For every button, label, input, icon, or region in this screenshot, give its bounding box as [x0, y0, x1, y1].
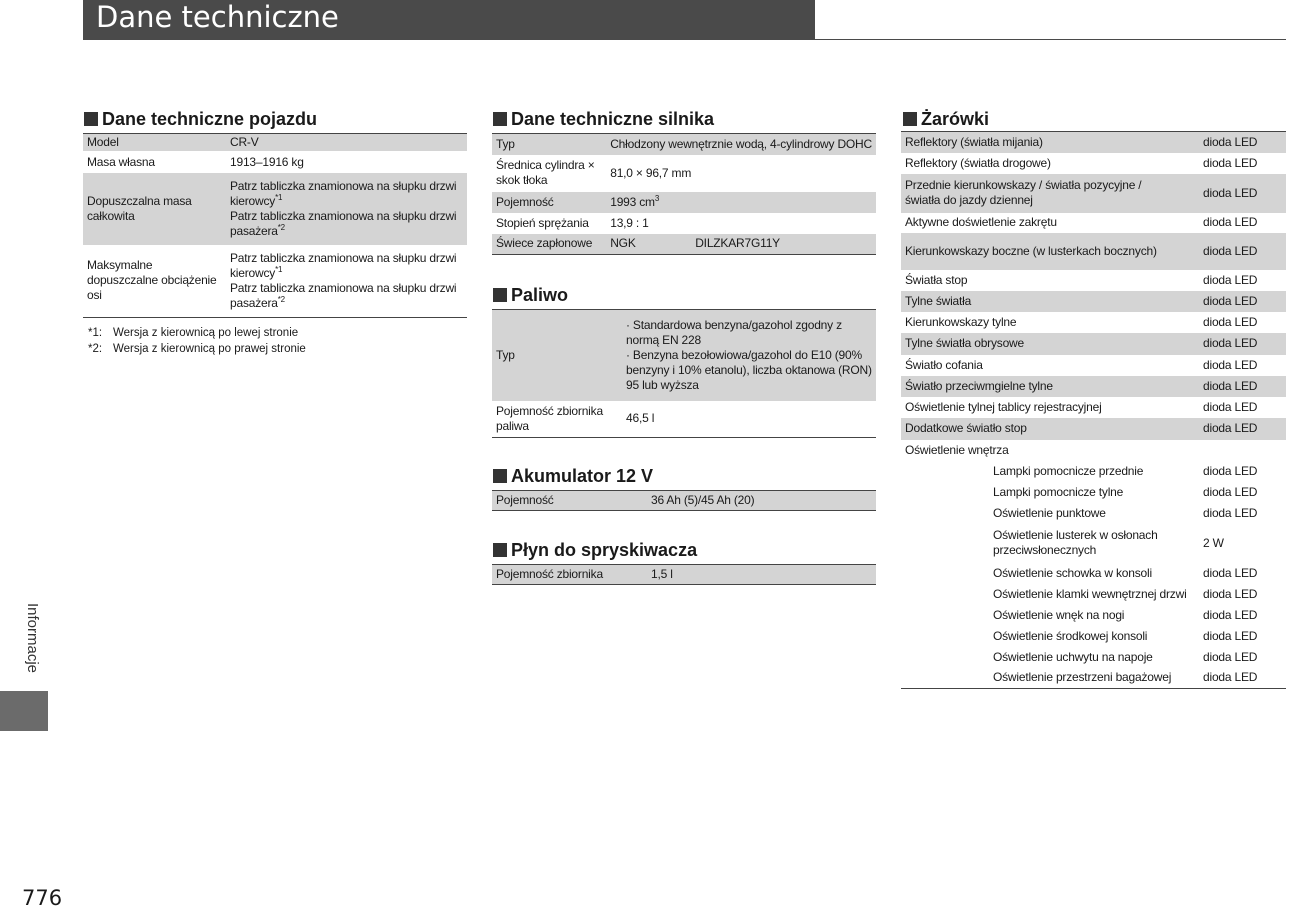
battery-specs-table — [492, 490, 876, 511]
footnotes — [88, 325, 306, 357]
section-title-washer: Płyn do spryskiwacza — [493, 540, 697, 560]
square-bullet-icon — [903, 112, 917, 126]
table-row: Oświetlenie lusterek w osłonach przeciwsłonecznych 2 W — [993, 528, 1224, 557]
table-row: Średnica cylindra × skok tłoka 81,0 × 96,7 mm — [496, 158, 692, 187]
table-row: Oświetlenie przestrzeni bagażowej dioda LED — [993, 670, 1258, 685]
square-bullet-icon — [493, 543, 507, 557]
table-row: Reflektory (światła drogowe) dioda LED — [905, 155, 1258, 170]
table-row: Kierunkowskazy boczne (w lusterkach bocznych) dioda LED — [901, 233, 1286, 270]
table-row: Oświetlenie tylnej tablicy rejestracyjnej dioda LED — [905, 399, 1258, 414]
table-row: Oświetlenie środkowej konsoli dioda LED — [993, 628, 1258, 643]
table-row: Przednie kierunkowskazy / światła pozycyjne / światła do jazdy dziennej dioda LED — [901, 174, 1286, 213]
bulbs-table — [901, 131, 1286, 689]
table-row: Dodatkowe światło stop dioda LED — [901, 418, 1286, 440]
header-bar — [83, 0, 815, 40]
table-row: Oświetlenie klamki wewnętrznej drzwi dioda LED — [993, 586, 1258, 601]
table-row: Kierunkowskazy tylne dioda LED — [905, 314, 1258, 329]
page-number: 776 — [22, 886, 63, 910]
footnote: *2: Wersja z kierownicą po prawej stronie — [88, 343, 306, 355]
table-row: Światło cofania dioda LED — [905, 357, 1258, 372]
square-bullet-icon — [493, 288, 507, 302]
side-tab-label: Informacje — [24, 603, 41, 674]
table-row: Lampki pomocnicze przednie dioda LED — [993, 463, 1258, 478]
table-row: Pojemność 36 Ah (5)/45 Ah (20) — [492, 491, 876, 511]
engine-specs-table — [492, 133, 876, 255]
table-row: Pojemność 1993 $cm^3$ — [492, 192, 876, 213]
table-row: Typ Chłodzony wewnętrznie wodą, 4-cylindrowy DOHC — [492, 134, 876, 155]
section-title-engine: Dane techniczne silnika — [493, 109, 714, 129]
side-tab — [0, 691, 48, 731]
page-title: Dane techniczne — [96, 0, 339, 34]
washer-specs-table — [492, 564, 876, 585]
table-row: Reflektory (światła mijania) dioda LED — [901, 132, 1286, 153]
header-rule — [83, 39, 1286, 40]
fuel-specs-table — [492, 309, 876, 438]
footnote: *1: Wersja z kierownicą po lewej stronie — [88, 327, 299, 339]
table-row: Świece zapłonowe NGK DILZKAR7G11Y — [492, 234, 876, 255]
table-row: Światło przeciwmgielne tylne dioda LED — [901, 376, 1286, 397]
table-row: Pojemność zbiornika paliwa 46,5 l — [496, 403, 655, 433]
section-title-fuel: Paliwo — [493, 285, 568, 305]
table-row: Pojemność zbiornika 1,5 l — [492, 565, 876, 585]
table-row: Oświetlenie wnętrza — [905, 442, 1009, 457]
square-bullet-icon — [493, 112, 507, 126]
table-row: Lampki pomocnicze tylne dioda LED — [993, 484, 1258, 499]
table-row: Maksymalne dopuszczalne obciążenie osi Patrz tabliczka znamionowa na słupku drzwi kierowcy$^{*1}$ Patrz tabliczka znamionowa na słupku drzwi pasażera$^{*2}$ — [87, 250, 457, 310]
table-row: Oświetlenie wnęk na nogi dioda LED — [993, 607, 1258, 622]
table-row: Światła stop dioda LED — [905, 272, 1258, 287]
table-row: Model CR-V — [83, 134, 467, 152]
table-row: Stopień sprężania 13,9 : 1 — [496, 215, 649, 230]
table-row: Oświetlenie uchwytu na napoje dioda LED — [993, 649, 1258, 664]
table-row: Tylne światła dioda LED — [901, 291, 1286, 312]
vehicle-specs-table — [83, 133, 467, 318]
section-title-battery: Akumulator 12 V — [493, 466, 653, 486]
square-bullet-icon — [493, 469, 507, 483]
table-row: Dopuszczalna masa całkowita Patrz tabliczka znamionowa na słupku drzwi kierowcy$^{*1}$ Patrz tabliczka znamionowa na słupku drzwi pasażera$^{*2}$ — [83, 173, 467, 245]
table-row: Oświetlenie schowka w konsoli dioda LED — [993, 565, 1258, 580]
section-title-bulbs: Żarówki — [903, 109, 989, 129]
table-row: Tylne światła obrysowe dioda LED — [901, 333, 1286, 355]
table-row: Oświetlenie punktowe dioda LED — [993, 505, 1258, 520]
table-row: Aktywne doświetlenie zakrętu dioda LED — [905, 215, 1258, 229]
table-row: Masa własna 1913–1916 kg — [87, 154, 304, 169]
table-row: Typ · Standardowa benzyna/gazohol zgodny z normą EN 228 · Benzyna bezołowiowa/gazohol do E10 (90% benzyny i 10% etanolu), liczba oktanowa (RON) 95 lub wyższa — [492, 310, 876, 401]
section-title-vehicle: Dane techniczne pojazdu — [84, 109, 317, 129]
square-bullet-icon — [84, 112, 98, 126]
